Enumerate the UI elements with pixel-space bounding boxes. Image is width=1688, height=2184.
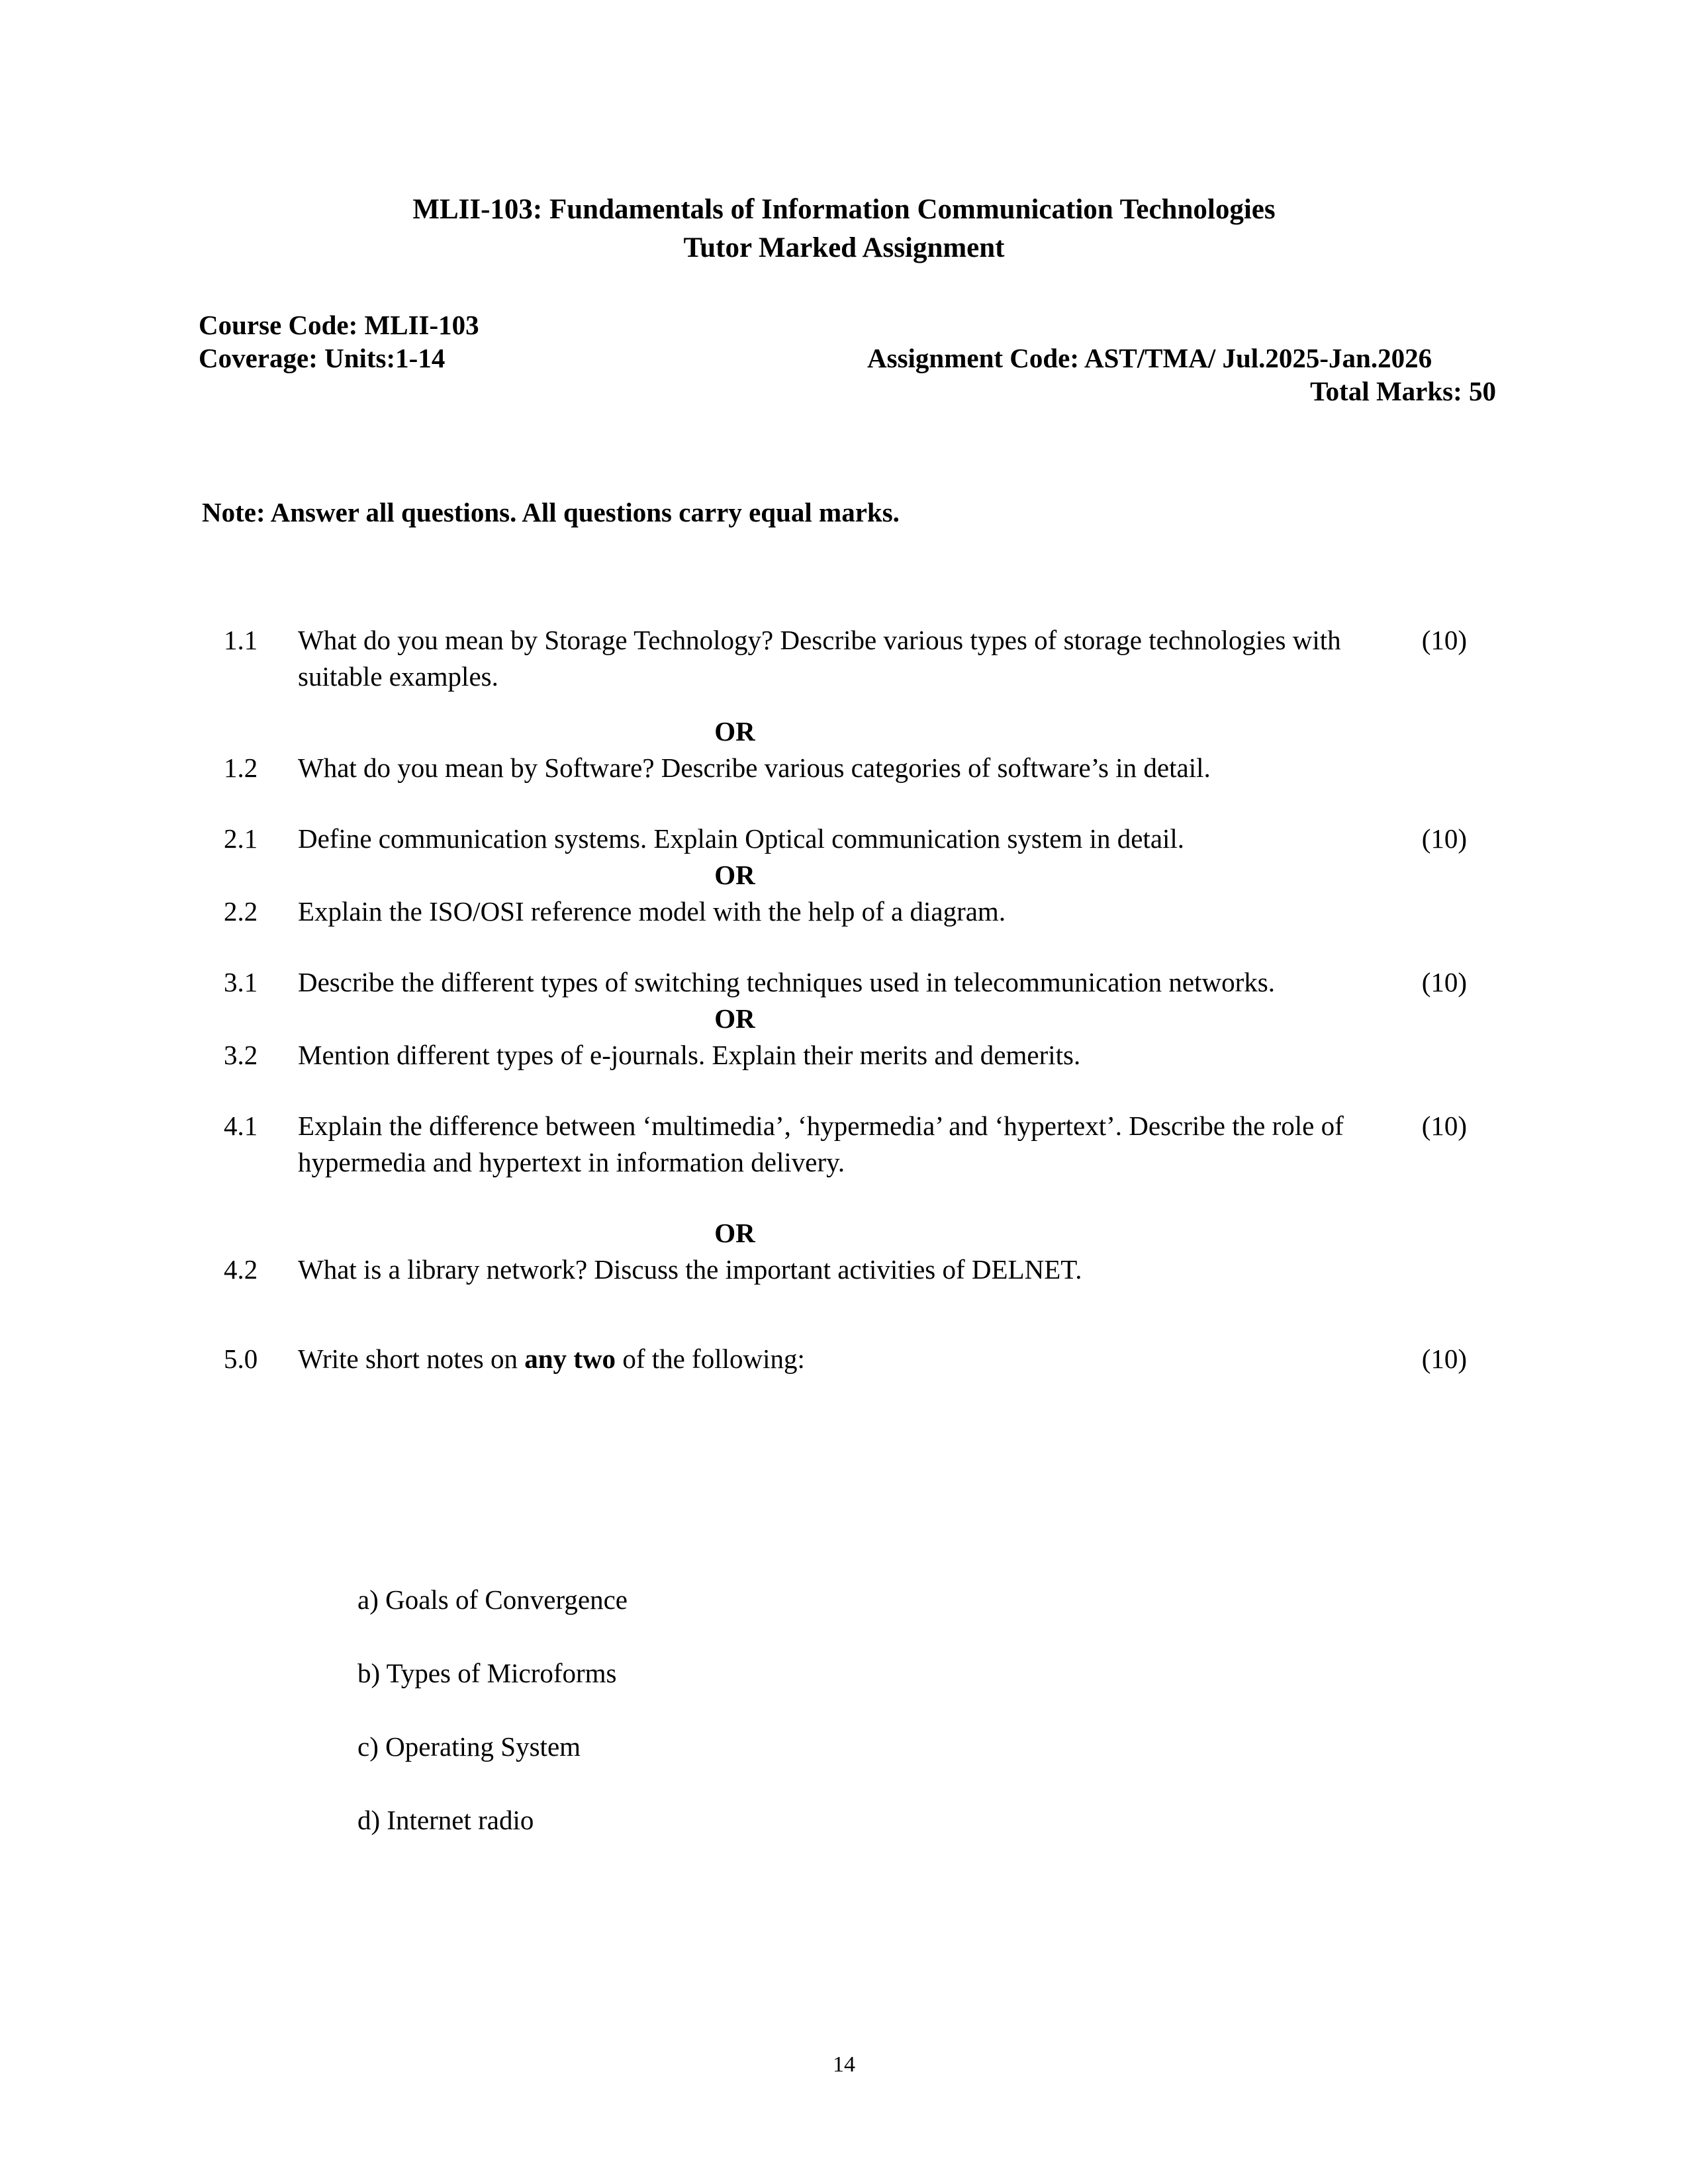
question-text: Mention different types of e-journals. Explain their merits and demerits.	[298, 1040, 1081, 1070]
question-text: Describe the different types of switching techniques used in telecommunication networks.	[298, 967, 1275, 997]
assignment-meta	[199, 308, 1496, 408]
title-line-1: MLII-103: Fundamentals of Information Communication Technologies	[412, 194, 1276, 225]
question-1-1	[199, 622, 1496, 695]
or-separator-1: OR	[714, 716, 755, 747]
question-marks: (10)	[1421, 625, 1467, 655]
or-separator-4: OR	[714, 1218, 755, 1248]
question-marks: (10)	[1421, 1343, 1467, 1374]
question-text: What do you mean by Software? Describe various categories of software’s in detail.	[298, 752, 1211, 783]
question-text	[298, 1341, 1364, 1377]
or-separator-2: OR	[714, 860, 755, 890]
spacer	[199, 1073, 1496, 1108]
question-number: 4.2	[224, 1254, 258, 1285]
question-text: Define communication systems. Explain Optical communication system in detail.	[298, 823, 1185, 854]
meta-row-course-code	[199, 308, 1496, 341]
question-2-1	[199, 821, 1496, 857]
question-marks: (10)	[1421, 967, 1467, 997]
spacer	[199, 1288, 1496, 1341]
question-marks: (10)	[1421, 823, 1467, 854]
question-4-1	[199, 1108, 1496, 1181]
question-number: 3.1	[224, 967, 258, 997]
question-number: 5.0	[224, 1343, 258, 1374]
short-notes-option-d: d) Internet radio	[357, 1805, 534, 1835]
question-number: 4.1	[224, 1111, 258, 1141]
question-marks: (10)	[1421, 1111, 1467, 1141]
question-3-2	[199, 1037, 1496, 1073]
spacer	[199, 930, 1496, 964]
question-number: 3.2	[224, 1040, 258, 1070]
question-text: Explain the difference between ‘multimedia’, ‘hypermedia’ and ‘hypertext’. Describe the role of hypermedia and hypertext in information delivery.	[298, 1111, 1344, 1177]
short-notes-option-b: b) Types of Microforms	[357, 1658, 617, 1688]
question-number: 1.1	[224, 625, 258, 655]
short-notes-lead-bold: any two	[524, 1343, 616, 1374]
or-separator-3: OR	[714, 1003, 755, 1034]
question-5-0	[199, 1341, 1496, 1377]
short-notes-option-c: c) Operating System	[357, 1731, 581, 1762]
course-code: Course Code: MLII-103	[199, 310, 479, 340]
title-line-2: Tutor Marked Assignment	[683, 232, 1005, 263]
question-number: 2.1	[224, 823, 258, 854]
spacer	[199, 786, 1496, 821]
meta-row-total-marks	[199, 375, 1496, 408]
question-number: 2.2	[224, 896, 258, 927]
document-title	[199, 191, 1489, 267]
question-number: 1.2	[224, 752, 258, 783]
spacer	[199, 695, 1496, 713]
short-notes-options	[357, 1582, 628, 1876]
spacer	[199, 1181, 1496, 1215]
coverage: Coverage: Units:1-14	[199, 343, 445, 373]
question-4-2	[199, 1251, 1496, 1288]
question-3-1	[199, 964, 1496, 1001]
assignment-code: Assignment Code: AST/TMA/ Jul.2025-Jan.2026	[867, 343, 1432, 373]
short-notes-lead-after: of the following:	[616, 1343, 805, 1374]
question-2-2	[199, 893, 1496, 930]
question-text: What is a library network? Discuss the important activities of DELNET.	[298, 1254, 1082, 1285]
short-notes-option-a: a) Goals of Convergence	[357, 1584, 628, 1615]
question-text: What do you mean by Storage Technology? Describe various types of storage technologies with suitable examples.	[298, 625, 1341, 692]
total-marks: Total Marks: 50	[1310, 376, 1496, 406]
question-text: Explain the ISO/OSI reference model with the help of a diagram.	[298, 896, 1006, 927]
page-number: 14	[833, 2052, 855, 2077]
question-1-2	[199, 750, 1496, 786]
note-instruction: Note: Answer all questions. All questions carry equal marks.	[202, 497, 900, 527]
questions-list	[199, 622, 1496, 1377]
short-notes-lead-before: Write short notes on	[298, 1343, 525, 1374]
meta-row-coverage	[199, 341, 1496, 375]
